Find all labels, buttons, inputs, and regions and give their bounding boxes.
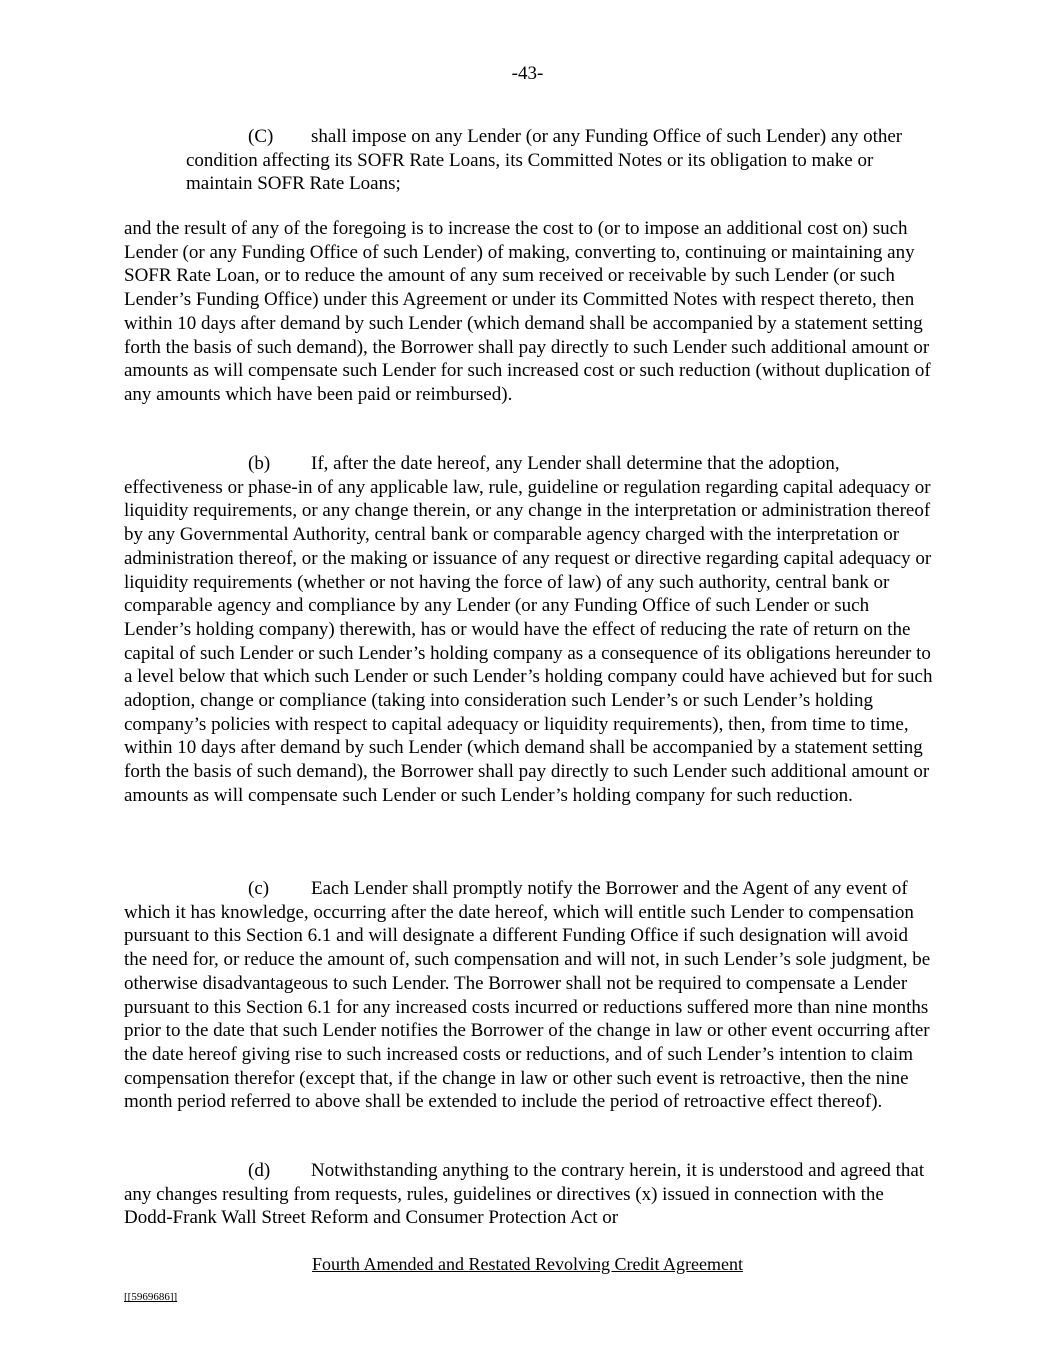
clause-text: Each Lender shall promptly notify the Borrower and the Agent of any event of which it has knowledge, occurring after the date hereof, which will entitle such Lender to compensation pursuant to this Section 6.1 and will designate a different Funding Office if such designation will avoid the need for, or reduce the amount of, such compensation and will not, in such Lender’s sole judgment, be otherwise disadvantageous to such Lender. The Borrower shall not be required to compensate a Lender pursuant to this Section 6.1 for any increased costs incurred or reductions suffered more than nine months prior to the date that such Lender notifies the Borrower of the change in law or other event occurring after the date hereof giving rise to such increased costs or reductions, and of such Lender’s intention to claim compensation therefor (except that, if the change in law or other such event is retroactive, then the nine month period referred to above shall be extended to include the period of retroactive effect thereof).	[124, 878, 931, 1113]
page-number: -43-	[511, 63, 544, 84]
clause-text: If, after the date hereof, any Lender shall determine that the adoption, effectiveness or phase-in of any applicable law, rule, guideline or regulation regarding capital adequacy or liquidity requirements, or any change therein, or any change in the interpretation or administration thereof by any Governmental Authority, central bank or comparable agency charged with the interpretation or administration thereof, or the making or issuance of any request or directive regarding capital adequacy or liquidity requirements (whether or not having the force of law) of any such authority, central bank or comparable agency and compliance by any Lender (or any Funding Office of such Lender or such Lender’s holding company) therewith, has or would have the effect of reducing the rate of return on the capital of such Lender or such Lender’s holding company as a consequence of its obligations hereunder to a level below that which such Lender or such Lender’s holding company could have achieved but for such adoption, change or compliance (taking into consideration such Lender’s or such Lender’s holding company’s policies with respect to capital adequacy or liquidity requirements), then, from time to time, within 10 days after demand by such Lender (which demand shall be accompanied by a statement setting forth the basis of such demand), the Borrower shall pay directly to such Lender such additional amount or amounts as will compensate such Lender or such Lender’s holding company for such reduction.	[124, 453, 933, 806]
paragraph-result: and the result of any of the foregoing is to increase the cost to (or to impose an additional cost on) such Lender (or any Funding Office of such Lender) of making, converting to, continuing or maintaining any SOFR Rate Loan, or to reduce the amount of any sum received or receivable by such Lender (or such Lender’s Funding Office) under this Agreement or under its Committed Notes with respect thereto, then within 10 days after demand by such Lender (which demand shall be accompanied by a statement setting forth the basis of such demand), the Borrower shall pay directly to such Lender such additional amount or amounts as will compensate such Lender for such increased cost or such reduction (without duplication of any amounts which have been paid or reimbursed).	[124, 218, 931, 405]
clause-b	[124, 452, 934, 808]
footer-title-text: Fourth Amended and Restated Revolving Credit Agreement	[312, 1254, 743, 1274]
clause-text: shall impose on any Lender (or any Funding Office of such Lender) any other condition affecting its SOFR Rate Loans, its Committed Notes or its obligation to make or maintain SOFR Rate Loans;	[186, 126, 903, 195]
clause-c-upper	[186, 125, 926, 196]
clause-label: (C)	[248, 126, 274, 147]
clause-label: (b)	[248, 453, 271, 474]
clause-label: (c)	[248, 878, 270, 899]
document-id: [[5969686]]	[124, 1291, 178, 1303]
footer-title	[0, 1253, 1055, 1275]
clause-d	[124, 1159, 934, 1230]
clause-c	[124, 877, 934, 1114]
clause-text: Notwithstanding anything to the contrary herein, it is understood and agreed that any changes resulting from requests, rules, guidelines or directives (x) issued in connection with the Dodd-Frank Wall Street Reform and Consumer Protection Act or	[124, 1160, 925, 1229]
clause-label: (d)	[248, 1160, 271, 1181]
